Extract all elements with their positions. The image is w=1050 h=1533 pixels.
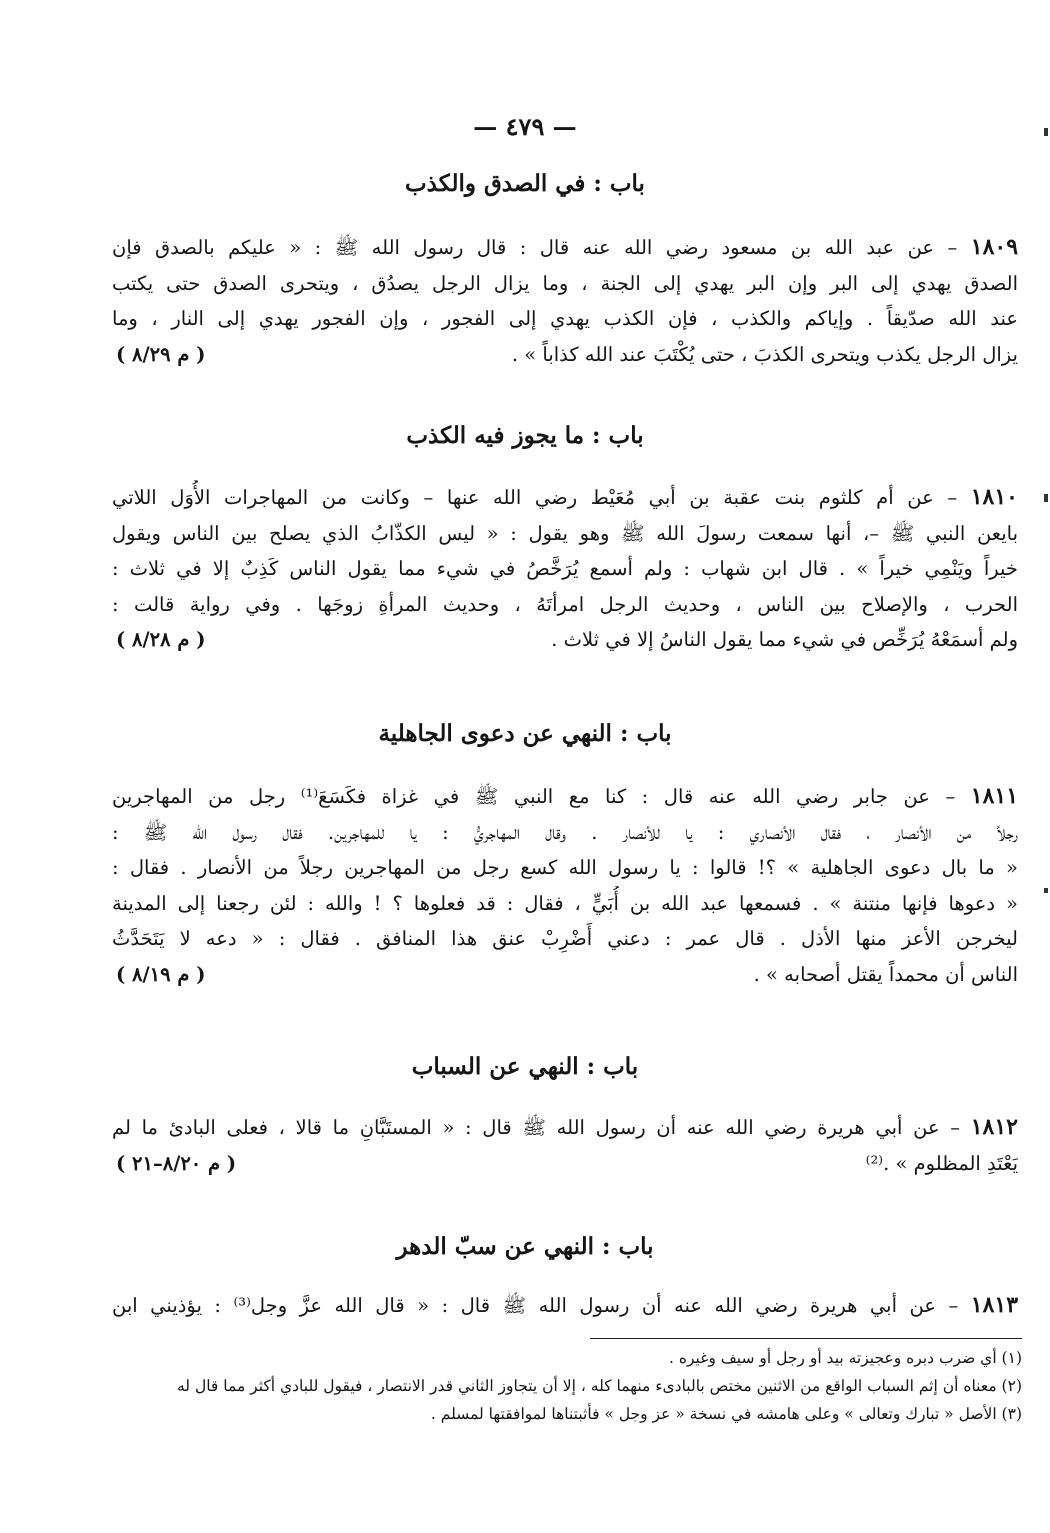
- source-reference: ( م ٨/١٩ ): [116, 962, 206, 986]
- footnote-separator: [590, 1338, 1022, 1339]
- hadith-line: بايعن النبي ﷺ –، أنها سمعت رسولَ الله ﷺ وهو يقول : « ليس الكذّابُ الذي يصلح بين الناس ويقول: [112, 521, 1018, 545]
- source-reference: ( م ٨/٢٨ ): [116, 628, 206, 651]
- hadith-line: « دعوها فإنها منتنة » . فسمعها عبد الله بن أُبَيٍّ ، فقال : قد فعلوها ؟ ! والله : لئن رجعنا إلى المدينة: [112, 891, 1018, 915]
- hadith-line: ١٨١٠ – عن أم كلثوم بنت عقبة بن أبي مُعَيْط رضي الله عنها – وكانت من المهاجرات الأُوَل اللاتي: [112, 484, 1018, 510]
- footnotes: [112, 1344, 1022, 1428]
- hadith-line: يَعْتَدِ المظلوم » .⁽²⁾ ( م ٨/٢٠–٢١ ): [112, 1146, 1018, 1182]
- hadith-block: [112, 480, 1018, 658]
- hadith-line: ولم أسمَعْهُ يُرَخِّص في شيء مما يقول الناسُ إلا في ثلاث . ( م ٨/٢٨ ): [112, 622, 1018, 658]
- chapter-heading: باب : ما يجوز فيه الكذب: [406, 422, 644, 449]
- scan-mark: [1044, 128, 1048, 136]
- footnote: (١) أي ضرب دبره وعجيزته بيد أو رجل أو سيف وغيره .: [669, 1349, 1022, 1367]
- chapter-heading: باب : النهي عن السباب: [411, 1053, 639, 1080]
- hadith-line: عند الله صدّيقاً . وإياكم والكذب ، فإن الكذب يهدي إلى الفجور ، وإن الفجور يهدي إلى النار ، وما: [112, 307, 1018, 330]
- hadith-number: ١٨١٣: [970, 1292, 1018, 1318]
- hadith-line: رجلاً من الأنصار ، فقال الأنصاري : يا للأنصار . وقال المهاجريُّ : يا للمهاجرين. فقال رسول الله ﷺ :: [112, 820, 1018, 844]
- hadith-line: ١٨١٣ – عن أبي هريرة رضي الله عنه أن رسول الله ﷺ قال : « قال الله عزَّ وجل⁽³⁾ : يؤذيني ابن: [112, 1292, 1018, 1318]
- footnote: (٢) معناه أن إثم السباب الواقع من الاثنين مختص بالبادىء منهما كله ، إلا أن يتجاوز الثاني قدر الانتصار ، فيقول للبادي أكثر مما قال له: [176, 1377, 1022, 1395]
- hadith-line: الصدق يهدي إلى البر وإن البر يهدي إلى الجنة ، وما يزال الرجل يصدُق ، ويتحرى الصدق حتى يكتب: [112, 271, 1018, 295]
- chapter-heading: باب : النهي عن دعوى الجاهلية: [378, 720, 672, 747]
- hadith-number: ١٨١٠: [970, 484, 1018, 510]
- hadith-line: ١٨١٢ – عن أبي هريرة رضي الله عنه أن رسول الله ﷺ قال : « المستَبَّانِ ما قالا ، فعلى البادئ ما لم: [112, 1114, 1018, 1140]
- source-reference: ( م ٨/٢٩ ): [116, 342, 206, 366]
- footnote: (٣) الأصل « تبارك وتعالى » وعلى هامشه في نسخة « عز وجل » فأثبتناها لموافقتها لمسلم .: [430, 1405, 1022, 1423]
- hadith-block: [112, 1110, 1018, 1181]
- scan-mark: [1044, 494, 1048, 502]
- hadith-line: الحرب ، والإصلاح بين الناس ، وحديث الرجل امرأتَهُ ، وحديث المرأةِ زوجَها . وفي رواية قالت :: [112, 592, 1018, 616]
- hadith-block: [112, 1288, 1018, 1324]
- hadith-number: ١٨٠٩: [970, 234, 1018, 260]
- hadith-line: خيراً ويَنْمِي خيراً » . قال ابن شهاب : ولم أسمع يُرَخَّصُ في شيء مما يقول الناس كَذِبٌ إلا في ثلاث :: [112, 557, 1018, 580]
- hadith-line: « ما بال دعوى الجاهلية » ؟! قالوا : يا رسول الله كسع رجل من المهاجرين رجلاً من الأنصار . فقال :: [112, 856, 1018, 879]
- source-reference: ( م ٨/٢٠–٢١ ): [116, 1151, 237, 1175]
- page-number: — ٤٧٩ —: [473, 112, 577, 141]
- hadith-line: يزال الرجل يكذب ويتحرى الكذبَ ، حتى يُكْتَبَ عند الله كذاباً » . ( م ٨/٢٩ ): [112, 337, 1018, 373]
- hadith-block: [112, 230, 1018, 372]
- hadith-line: ليخرجن الأعز منها الأذل . قال عمر : دعني أَضْرِبْ عنق هذا المنافق . فقال : « دعه لا يَتَحَدَّثُ: [112, 927, 1018, 950]
- chapter-heading: باب : النهي عن سبّ الدهر: [396, 1233, 654, 1260]
- hadith-line: ١٨٠٩ – عن عبد الله بن مسعود رضي الله عنه قال : قال رسول الله ﷺ : « عليكم بالصدق فإن: [112, 234, 1018, 260]
- scan-mark: [1044, 888, 1048, 893]
- hadith-number: ١٨١١: [970, 783, 1018, 809]
- hadith-number: ١٨١٢: [970, 1114, 1018, 1140]
- hadith-line: الناس أن محمداً يقتل أصحابه » . ( م ٨/١٩ ): [112, 957, 1018, 993]
- chapter-heading: باب : في الصدق والكذب: [405, 170, 645, 197]
- hadith-line: ١٨١١ – عن جابر رضي الله عنه قال : كنا مع النبي ﷺ في غزاة فكَسَعَ⁽¹⁾ رجل من المهاجرين: [112, 783, 1018, 809]
- hadith-block: [112, 779, 1018, 992]
